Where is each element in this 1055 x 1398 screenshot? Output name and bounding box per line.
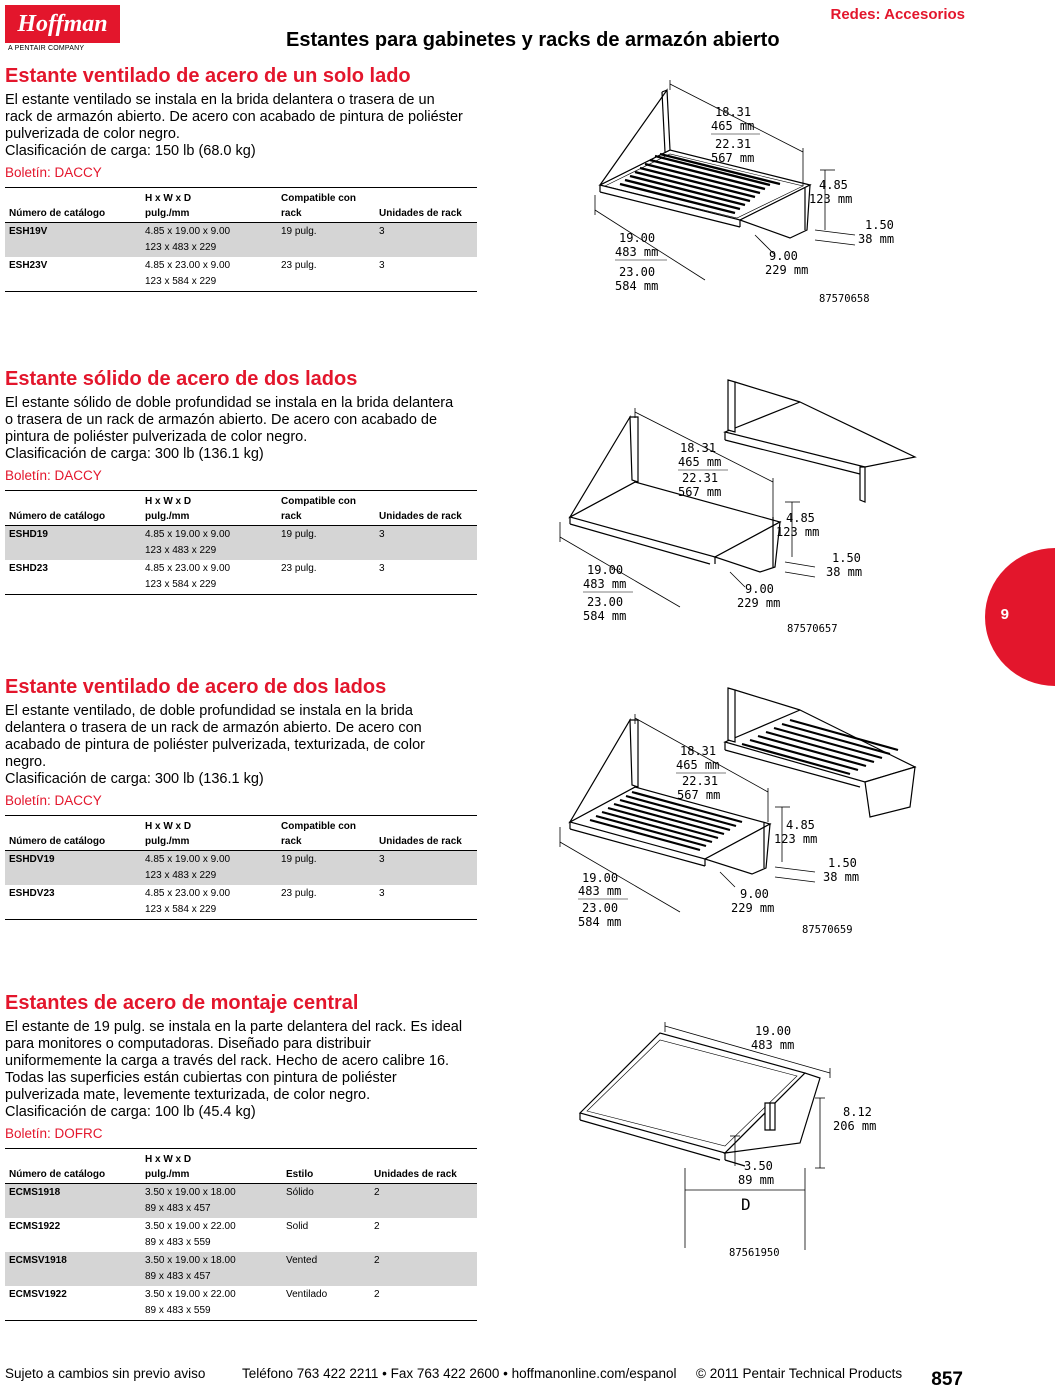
page-number: 857 (931, 1369, 963, 1390)
dimensions: 4.85 x 19.00 x 9.00 123 x 483 x 229 (141, 223, 277, 258)
bulletin-link[interactable]: Boletín: DACCY (5, 165, 102, 180)
drawing-code: 87561950 (729, 1247, 780, 1259)
table-header-row (5, 491, 477, 526)
dim-width-in: 19.00 (755, 1024, 792, 1038)
bulletin-link[interactable]: Boletín: DOFRC (5, 1126, 103, 1141)
dimensions: 4.85 x 23.00 x 9.00 123 x 584 x 229 (145, 563, 231, 590)
bulletin-link[interactable]: Boletín: DACCY (5, 468, 102, 483)
rack-units: 3 (379, 888, 385, 899)
compatible-rack: 19 pulg. (277, 223, 375, 258)
catalog-number: ECMS1922 (9, 1221, 61, 1232)
dim-width-mm: 483 mm (578, 884, 622, 898)
section-title: Estante ventilado de acero de dos lados (5, 676, 387, 698)
dim-depth-mm: 465 mm (711, 119, 755, 133)
dimensions: 3.50 x 19.00 x 22.00 89 x 483 x 559 (145, 1289, 236, 1316)
header-catalog: Número de catálogo (5, 491, 141, 526)
rack-units: 3 (375, 851, 477, 886)
table-header-row (5, 816, 477, 851)
compatible-rack: 23 pulg. (281, 888, 317, 899)
dimensions: 4.85 x 23.00 x 9.00 123 x 584 x 229 (145, 888, 231, 915)
compatible-rack: 23 pulg. (281, 260, 317, 271)
table-row (5, 257, 477, 292)
chapter-tab (985, 548, 1055, 686)
style: Sólido (282, 1184, 370, 1219)
header-dims: H x W x D pulg./mm (141, 816, 277, 851)
dim-height-mm: 123 mm (774, 832, 818, 846)
dim-center-in: 3.50 (744, 1159, 773, 1173)
header-units: Unidades de rack (375, 188, 477, 223)
header-dims: H x W x D pulg./mm (141, 491, 277, 526)
dim-flange-in: 1.50 (865, 218, 894, 232)
drawing-center-mount (575, 1018, 905, 1263)
dim-flange-in: 1.50 (832, 551, 861, 565)
dim-flange-depth-in: 22.31 (682, 774, 719, 788)
table-row (5, 1218, 477, 1252)
spec-table (5, 1148, 477, 1321)
dim-shelf-depth-in: 9.00 (740, 887, 769, 901)
table-header-row (5, 188, 477, 223)
header-units: Unidades de rack (375, 816, 477, 851)
section-description: El estante ventilado se instala en la brida delantera o trasera de un rack de armazón abierto. De acero con acabado de pintura de poliéster pulverizada de color negro. Clasificación de carga: 150 lb (68.0 kg) (5, 92, 463, 159)
style: Vented (282, 1252, 370, 1286)
dim-width2-in: 23.00 (582, 901, 619, 915)
rack-units: 3 (375, 223, 477, 258)
section-title: Estante ventilado de acero de un solo lado (5, 65, 411, 87)
footer-notice: Sujeto a cambios sin previo aviso (5, 1366, 206, 1381)
dim-shelf-depth-in: 9.00 (745, 582, 774, 596)
load-rating: Clasificación de carga: 300 lb (136.1 kg) (5, 446, 264, 462)
dim-flange-depth-mm: 567 mm (678, 485, 722, 499)
section-description: El estante ventilado, de doble profundidad se instala en la brida delantera o trasera de un rack de armazón abierto. De acero con acabado de pintura de poliéster pulverizada, texturizada, de color negro. Clasificación de carga: 300 lb (136.1 kg) (5, 703, 425, 787)
catalog-number: ESHDV19 (5, 851, 141, 886)
catalog-number: ECMSV1922 (9, 1289, 67, 1300)
rack-units: 3 (375, 526, 477, 561)
catalog-number: ECMSV1918 (5, 1252, 141, 1286)
catalog-number: ESHD19 (5, 526, 141, 561)
dim-flange-depth-in: 22.31 (715, 137, 752, 151)
dim-height-mm: 123 mm (776, 525, 820, 539)
table-row (5, 223, 477, 258)
dim-depth-in: 18.31 (680, 744, 717, 758)
dim-depth-mm: 465 mm (678, 455, 722, 469)
load-rating: Clasificación de carga: 100 lb (45.4 kg) (5, 1104, 256, 1120)
dim-flange-depth-mm: 567 mm (677, 788, 721, 802)
header-units: Unidades de rack (375, 491, 477, 526)
dim-width-in: 19.00 (587, 563, 624, 577)
section-title: Estantes de acero de montaje central (5, 992, 359, 1014)
drawing-code: 87570657 (787, 623, 838, 635)
catalog-number: ESH23V (9, 260, 48, 271)
footer-copyright: © 2011 Pentair Technical Products (696, 1366, 903, 1381)
header-style: Estilo (282, 1149, 370, 1184)
dimensions: 3.50 x 19.00 x 18.00 89 x 483 x 457 (141, 1252, 282, 1286)
rack-units: 2 (374, 1221, 380, 1232)
header-units: Unidades de rack (370, 1149, 477, 1184)
header-catalog: Número de catálogo (5, 816, 141, 851)
drawing-single-vented (575, 70, 905, 310)
section-label: Redes: Accesorios (830, 6, 965, 23)
table-row (5, 885, 477, 920)
drawing-code: 87570658 (819, 293, 870, 305)
dim-depth-mm: 465 mm (676, 758, 720, 772)
table-row (5, 851, 477, 886)
section-title: Estante sólido de acero de dos lados (5, 368, 358, 390)
table-row (5, 526, 477, 561)
dimensions: 4.85 x 19.00 x 9.00 123 x 483 x 229 (141, 526, 277, 561)
header-dims: H x W x D pulg./mm (141, 188, 277, 223)
header-compat: Compatible con rack (277, 188, 375, 223)
header-compat: Compatible con rack (277, 816, 375, 851)
table-row (5, 1252, 477, 1286)
dim-flange-depth-in: 22.31 (682, 471, 719, 485)
chapter-number: 9 (1000, 606, 1009, 623)
bulletin-link[interactable]: Boletín: DACCY (5, 793, 102, 808)
dim-width-mm: 483 mm (751, 1038, 795, 1052)
dim-shelf-depth-mm: 229 mm (737, 596, 781, 610)
dim-height-in: 4.85 (786, 818, 815, 832)
dim-width2-in: 23.00 (619, 265, 656, 279)
dim-width2-mm: 584 mm (578, 915, 622, 929)
dim-flange-in: 1.50 (828, 856, 857, 870)
dim-flange-depth-mm: 567 mm (711, 151, 755, 165)
compatible-rack: 19 pulg. (277, 526, 375, 561)
table-row (5, 1286, 477, 1321)
compatible-rack: 23 pulg. (281, 563, 317, 574)
page-title: Estantes para gabinetes y racks de armazón abierto (286, 29, 780, 51)
rack-units: 3 (379, 563, 385, 574)
dim-height-mm: 123 mm (809, 192, 853, 206)
dim-shelf-depth-mm: 229 mm (731, 901, 775, 915)
dim-depth-in: 18.31 (680, 441, 717, 455)
hoffman-logo: Hoffman (5, 5, 120, 43)
style: Ventilado (286, 1289, 328, 1300)
dim-shelf-depth-in: 9.00 (769, 249, 798, 263)
drawing-double-solid (530, 372, 940, 637)
header-catalog: Número de catálogo (5, 188, 141, 223)
rack-units: 2 (374, 1289, 380, 1300)
section-center-mount (5, 991, 485, 1321)
spec-table (5, 490, 477, 595)
dim-shelf-depth-mm: 229 mm (765, 263, 809, 277)
section-description: El estante sólido de doble profundidad se instala en la brida delantera o trasera de un rack de armazón abierto. De acero con acabado de pintura de poliéster pulverizada de color negro. Clasificación de carga: 300 lb (136.1 kg) (5, 395, 454, 462)
dim-width-in: 19.00 (582, 871, 619, 885)
dim-center-mm: 89 mm (738, 1173, 775, 1187)
table-header-row (5, 1149, 477, 1184)
section-double-vented (5, 675, 485, 920)
dim-depth-in: 18.31 (715, 105, 752, 119)
dim-depth-label: D (741, 1195, 751, 1214)
table-row (5, 1184, 477, 1219)
dim-height-in: 4.85 (786, 511, 815, 525)
catalog-number: ESHDV23 (9, 888, 55, 899)
header-dims: H x W x D pulg./mm (141, 1149, 282, 1184)
load-rating: Clasificación de carga: 300 lb (136.1 kg) (5, 771, 264, 787)
header-catalog: Número de catálogo (5, 1149, 141, 1184)
rack-units: 3 (379, 260, 385, 271)
dimensions: 3.50 x 19.00 x 22.00 89 x 483 x 559 (145, 1221, 236, 1248)
style: Solid (286, 1221, 309, 1232)
dim-width2-mm: 584 mm (583, 609, 627, 623)
dim-height-mm: 206 mm (833, 1119, 877, 1133)
dim-height-in: 4.85 (819, 178, 848, 192)
drawing-code: 87570659 (802, 924, 853, 936)
drawing-double-vented (530, 682, 940, 942)
section-double-solid (5, 367, 485, 595)
rack-units: 2 (370, 1184, 477, 1219)
dimensions: 4.85 x 19.00 x 9.00 123 x 483 x 229 (141, 851, 277, 886)
logo-subtitle: A PENTAIR COMPANY (8, 45, 85, 52)
dim-width2-mm: 584 mm (615, 279, 659, 293)
dim-flange-mm: 38 mm (826, 565, 863, 579)
dim-height-in: 8.12 (843, 1105, 872, 1119)
dim-width-in: 19.00 (619, 231, 656, 245)
catalog-number: ESH19V (5, 223, 141, 258)
footer-contact: Teléfono 763 422 2211 • Fax 763 422 2600 • hoffmanonline.com/espanol (242, 1366, 677, 1381)
dimensions: 3.50 x 19.00 x 18.00 89 x 483 x 457 (141, 1184, 282, 1219)
dim-width-mm: 483 mm (583, 577, 627, 591)
dimensions: 4.85 x 23.00 x 9.00 123 x 584 x 229 (145, 260, 231, 287)
dim-width2-in: 23.00 (587, 595, 624, 609)
compatible-rack: 19 pulg. (277, 851, 375, 886)
dim-flange-mm: 38 mm (858, 232, 895, 246)
header-compat: Compatible con rack (277, 491, 375, 526)
dim-width-mm: 483 mm (615, 245, 659, 259)
dim-flange-mm: 38 mm (823, 870, 860, 884)
load-rating: Clasificación de carga: 150 lb (68.0 kg) (5, 143, 256, 159)
catalog-number: ESHD23 (9, 563, 48, 574)
section-single-vented (5, 64, 485, 292)
section-description: El estante de 19 pulg. se instala en la parte delantera del rack. Es ideal para monitores o computadoras. Diseñado para distribuir uniformemente la carga a través del rack. Hecho de acero calibre 16. Todas las superficies están cubiertas con pintura de poliéster pulverizada mate, levemente texturizada, de color negro. Clasificación de carga: 100 lb (45.4 kg) (5, 1019, 463, 1120)
spec-table (5, 187, 477, 292)
table-row (5, 560, 477, 595)
spec-table (5, 815, 477, 920)
rack-units: 2 (370, 1252, 477, 1286)
catalog-number: ECMS1918 (5, 1184, 141, 1219)
